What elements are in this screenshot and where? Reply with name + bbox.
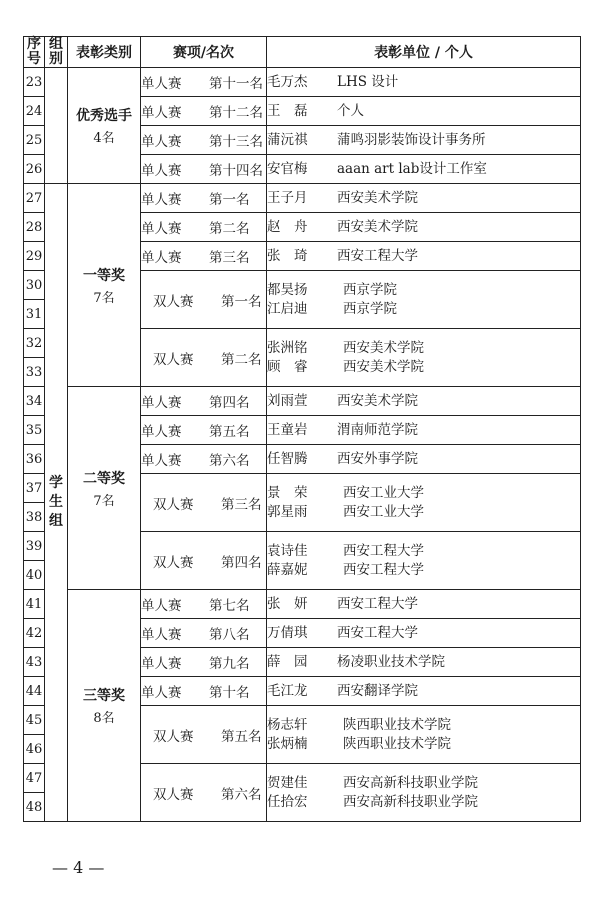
row-number: 27 — [24, 184, 45, 213]
event-cell — [141, 155, 267, 184]
winner-line — [267, 281, 580, 300]
winner-unit: LHS 设计 — [337, 73, 399, 90]
event-type: 双人赛 — [153, 554, 194, 571]
event-cell — [141, 329, 267, 387]
winner-line — [267, 484, 580, 503]
winner-line — [267, 102, 580, 121]
event-rank: 第六名 — [209, 453, 250, 469]
table-row — [24, 184, 581, 213]
event-cell — [141, 619, 267, 648]
winner-unit: 西安外事学院 — [337, 450, 418, 467]
category-count: 7名 — [93, 290, 115, 306]
winner-cell — [267, 619, 581, 648]
winner-unit: 西安高新科技职业学院 — [343, 793, 478, 810]
category-cell — [68, 68, 141, 184]
row-number: 35 — [24, 416, 45, 445]
winner-name: 杨志轩 — [267, 716, 308, 733]
winner-unit: 西安翻译学院 — [337, 682, 418, 699]
winner-cell — [267, 706, 581, 764]
winner-line — [267, 160, 580, 179]
event-type: 单人赛 — [141, 250, 182, 266]
winner-unit: 西安工业大学 — [343, 503, 424, 520]
row-number: 31 — [24, 300, 45, 329]
event-rank: 第八名 — [209, 627, 250, 643]
category-count: 8名 — [93, 711, 115, 726]
row-number: 30 — [24, 271, 45, 300]
page-number: — 4 — — [52, 858, 105, 877]
event-cell — [141, 445, 267, 474]
event-type: 单人赛 — [141, 453, 182, 469]
row-number: 42 — [24, 619, 45, 648]
winner-name: 薛嘉妮 — [267, 561, 308, 578]
event-cell — [141, 97, 267, 126]
event-cell — [141, 648, 267, 677]
row-number: 36 — [24, 445, 45, 474]
winner-line — [267, 793, 580, 812]
event-rank: 第六名 — [221, 786, 262, 803]
category-name: 一等奖 — [83, 267, 125, 284]
winner-unit: 西京学院 — [343, 281, 397, 298]
winner-unit: 西安工程大学 — [343, 542, 424, 559]
category-count: 4名 — [93, 131, 115, 146]
event-type: 双人赛 — [153, 786, 194, 803]
category-cell — [68, 590, 141, 822]
row-number: 38 — [24, 503, 45, 532]
winner-name: 万倩琪 — [267, 624, 308, 641]
event-rank: 第四名 — [221, 554, 262, 571]
event-rank: 第十一名 — [209, 76, 263, 92]
winner-line — [267, 774, 580, 793]
winner-unit: 西安工程大学 — [337, 247, 418, 264]
winner-name: 张 妍 — [267, 595, 308, 612]
event-type: 双人赛 — [153, 293, 194, 310]
winner-line — [267, 503, 580, 522]
row-number: 44 — [24, 677, 45, 706]
event-type: 单人赛 — [141, 192, 182, 208]
row-number: 28 — [24, 213, 45, 242]
winner-unit: 西安美术学院 — [337, 392, 418, 409]
winner-name: 任智腾 — [267, 450, 308, 467]
winner-cell — [267, 271, 581, 329]
winner-unit: 陕西职业技术学院 — [343, 716, 451, 733]
event-cell — [141, 213, 267, 242]
winner-cell — [267, 68, 581, 97]
row-number: 33 — [24, 358, 45, 387]
row-number: 48 — [24, 793, 45, 822]
winner-name: 贺建佳 — [267, 774, 308, 791]
winner-name: 毛江龙 — [267, 682, 308, 699]
header-unit: 表彰单位 / 个人 — [267, 37, 581, 68]
event-cell — [141, 68, 267, 97]
row-number: 45 — [24, 706, 45, 735]
event-rank: 第十名 — [209, 685, 250, 701]
event-type: 双人赛 — [153, 496, 194, 513]
winner-line — [267, 624, 580, 643]
winner-line — [267, 247, 580, 266]
winner-name: 都昊扬 — [267, 281, 308, 298]
event-cell — [141, 387, 267, 416]
event-cell — [141, 184, 267, 213]
group-cell — [45, 68, 68, 184]
row-number: 32 — [24, 329, 45, 358]
table-row — [24, 68, 581, 97]
winner-cell — [267, 126, 581, 155]
category-cell — [68, 184, 141, 387]
event-rank: 第九名 — [209, 656, 250, 672]
winner-name: 刘雨萱 — [267, 392, 308, 409]
event-cell — [141, 242, 267, 271]
event-rank: 第七名 — [209, 598, 250, 614]
event-cell — [141, 764, 267, 822]
row-number: 23 — [24, 68, 45, 97]
header-event: 赛项/名次 — [141, 37, 267, 68]
table-body — [24, 68, 581, 822]
winner-cell — [267, 764, 581, 822]
header-seq: 序号 — [24, 37, 45, 68]
event-type: 双人赛 — [153, 728, 194, 745]
winner-unit: 个人 — [337, 102, 364, 119]
winner-name: 景 荣 — [267, 484, 308, 501]
winner-line — [267, 542, 580, 561]
winner-name: 江启迪 — [267, 300, 308, 317]
event-cell — [141, 126, 267, 155]
category-name: 二等奖 — [83, 470, 125, 487]
row-number: 37 — [24, 474, 45, 503]
event-type: 单人赛 — [141, 76, 182, 92]
winner-unit: 陕西职业技术学院 — [343, 735, 451, 752]
event-cell — [141, 677, 267, 706]
winner-unit: 西安高新科技职业学院 — [343, 774, 478, 791]
winner-unit: 渭南师范学院 — [337, 421, 418, 438]
winner-cell — [267, 155, 581, 184]
winner-cell — [267, 329, 581, 387]
winner-cell — [267, 590, 581, 619]
winner-name: 张洲铭 — [267, 339, 308, 356]
winner-name: 安官梅 — [267, 160, 308, 177]
winner-line — [267, 716, 580, 735]
event-cell — [141, 271, 267, 329]
event-rank: 第二名 — [209, 221, 250, 237]
event-rank: 第十三名 — [209, 134, 263, 150]
winner-name: 薛 园 — [267, 653, 308, 670]
winner-name: 王童岩 — [267, 421, 308, 438]
table-row — [24, 590, 581, 619]
winner-name: 顾 睿 — [267, 358, 308, 375]
winner-cell — [267, 677, 581, 706]
event-cell — [141, 706, 267, 764]
winner-unit: 西安工程大学 — [337, 595, 418, 612]
event-rank: 第十二名 — [209, 105, 263, 121]
winner-cell — [267, 387, 581, 416]
winner-unit: 西安美术学院 — [337, 218, 418, 235]
winner-line — [267, 300, 580, 319]
event-type: 单人赛 — [141, 598, 182, 614]
winner-name: 蒲沅祺 — [267, 131, 308, 148]
category-name: 三等奖 — [83, 688, 125, 704]
event-type: 单人赛 — [141, 627, 182, 643]
event-rank: 第四名 — [209, 395, 250, 411]
winner-cell — [267, 474, 581, 532]
winner-unit: 西京学院 — [343, 300, 397, 317]
group-cell — [45, 184, 68, 822]
winner-cell — [267, 416, 581, 445]
event-type: 双人赛 — [153, 351, 194, 368]
winner-name: 毛万杰 — [267, 73, 308, 90]
winner-name: 王 磊 — [267, 102, 308, 119]
winner-line — [267, 339, 580, 358]
winner-line — [267, 421, 580, 440]
event-rank: 第五名 — [209, 424, 250, 440]
header-category: 表彰类别 — [68, 37, 141, 68]
event-rank: 第一名 — [209, 192, 250, 208]
header-group: 组别 — [45, 37, 68, 68]
event-type: 单人赛 — [141, 395, 182, 411]
winner-line — [267, 358, 580, 377]
event-type: 单人赛 — [141, 134, 182, 150]
event-type: 单人赛 — [141, 221, 182, 237]
winner-unit: 西安美术学院 — [343, 358, 424, 375]
winner-cell — [267, 97, 581, 126]
table-row — [24, 387, 581, 416]
event-type: 单人赛 — [141, 163, 182, 179]
row-number: 39 — [24, 532, 45, 561]
event-rank: 第三名 — [209, 250, 250, 266]
event-cell — [141, 532, 267, 590]
event-cell — [141, 416, 267, 445]
row-number: 41 — [24, 590, 45, 619]
winner-unit: 西安美术学院 — [337, 189, 418, 206]
category-name: 优秀选手 — [76, 108, 132, 124]
winner-line — [267, 73, 580, 92]
row-number: 29 — [24, 242, 45, 271]
event-rank: 第五名 — [221, 728, 262, 745]
winner-name: 王子月 — [267, 189, 308, 206]
winner-unit: 杨凌职业技术学院 — [337, 653, 445, 670]
winner-line — [267, 595, 580, 614]
winner-unit: 西安美术学院 — [343, 339, 424, 356]
winner-name: 张 琦 — [267, 247, 308, 264]
winner-cell — [267, 532, 581, 590]
row-number: 43 — [24, 648, 45, 677]
winner-line — [267, 450, 580, 469]
winner-unit: aaan art lab设计工作室 — [337, 160, 487, 177]
row-number: 25 — [24, 126, 45, 155]
winner-name: 郭星雨 — [267, 503, 308, 520]
winner-cell — [267, 213, 581, 242]
event-rank: 第一名 — [221, 293, 262, 310]
event-cell — [141, 590, 267, 619]
row-number: 24 — [24, 97, 45, 126]
winner-line — [267, 735, 580, 754]
winner-line — [267, 131, 580, 150]
winner-line — [267, 218, 580, 237]
winner-name: 赵 舟 — [267, 218, 308, 235]
group-label: 学生组 — [49, 475, 63, 529]
event-rank: 第二名 — [221, 351, 262, 368]
event-type: 单人赛 — [141, 105, 182, 121]
winner-line — [267, 392, 580, 411]
event-cell — [141, 474, 267, 532]
winner-name: 任拾宏 — [267, 793, 308, 810]
category-cell — [68, 387, 141, 590]
winner-name: 袁诗佳 — [267, 542, 308, 559]
event-rank: 第十四名 — [209, 163, 263, 179]
row-number: 46 — [24, 735, 45, 764]
winner-unit: 西安工程大学 — [337, 624, 418, 641]
row-number: 40 — [24, 561, 45, 590]
row-number: 26 — [24, 155, 45, 184]
category-count: 7名 — [93, 493, 115, 509]
winner-cell — [267, 184, 581, 213]
winner-line — [267, 653, 580, 672]
event-rank: 第三名 — [221, 496, 262, 513]
table-header-row — [24, 37, 581, 68]
event-type: 单人赛 — [141, 656, 182, 672]
winner-unit: 西安工程大学 — [343, 561, 424, 578]
winner-unit: 蒲鸣羽影装饰设计事务所 — [337, 131, 486, 148]
event-type: 单人赛 — [141, 424, 182, 440]
row-number: 34 — [24, 387, 45, 416]
winner-cell — [267, 445, 581, 474]
award-table — [23, 36, 581, 822]
winner-unit: 西安工业大学 — [343, 484, 424, 501]
winner-line — [267, 561, 580, 580]
winner-cell — [267, 648, 581, 677]
event-type: 单人赛 — [141, 685, 182, 701]
row-number: 47 — [24, 764, 45, 793]
winner-line — [267, 189, 580, 208]
winner-line — [267, 682, 580, 701]
winner-cell — [267, 242, 581, 271]
winner-name: 张炳楠 — [267, 735, 308, 752]
